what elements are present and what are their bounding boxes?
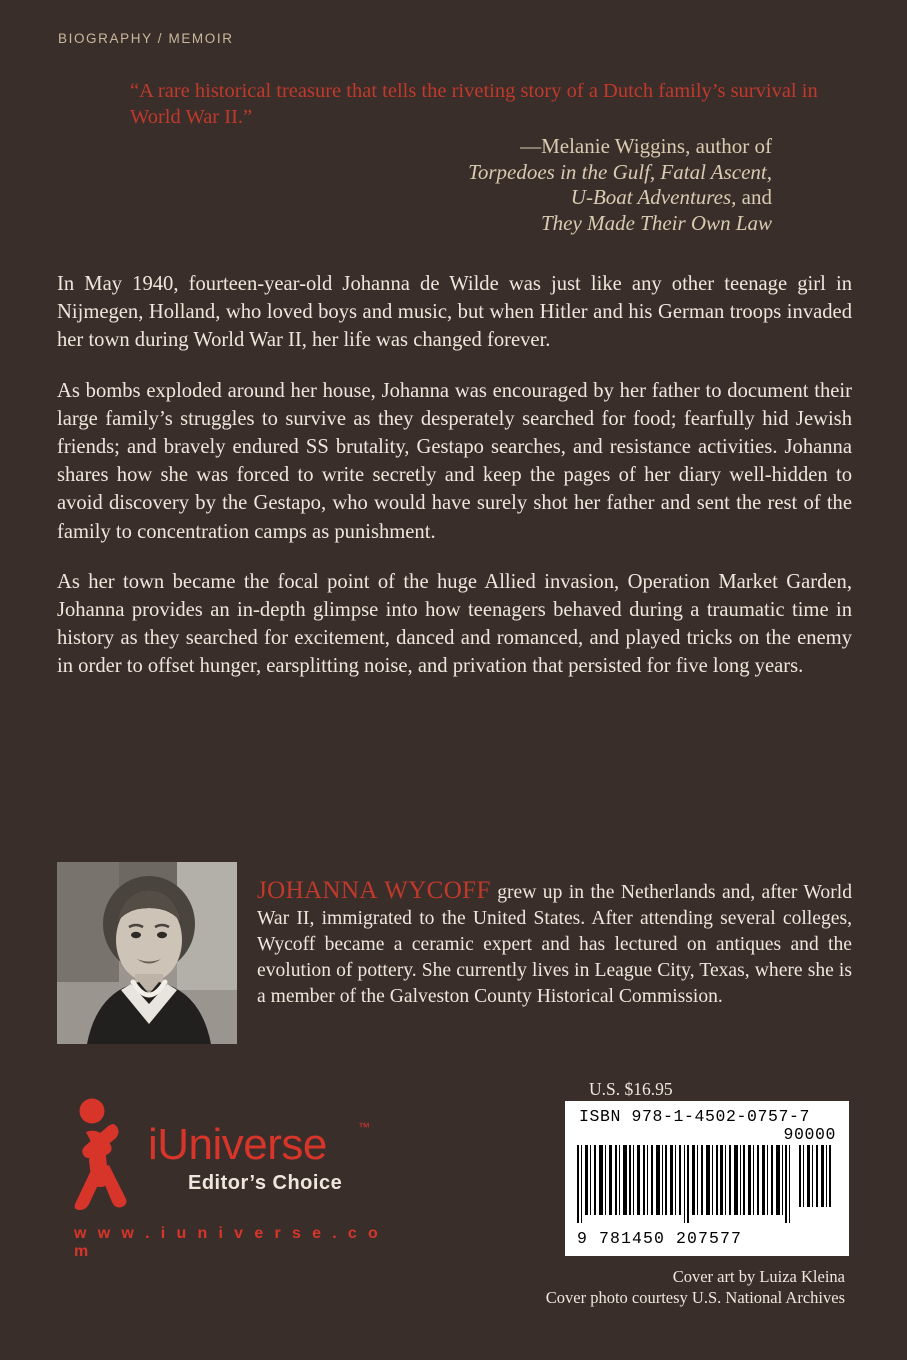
- praise-title-2-text: U-Boat Adventures,: [570, 185, 737, 209]
- publisher-tagline: Editor’s Choice: [188, 1172, 343, 1194]
- barcode: [565, 1101, 849, 1256]
- praise-attribution-title-1: Torpedoes in the Gulf, Fatal Ascent,: [468, 159, 772, 184]
- praise-attribution: [58, 134, 858, 236]
- author-photo: [57, 862, 237, 1044]
- isbn-extension: 90000: [783, 1125, 836, 1144]
- description-paragraph-1: In May 1940, fourteen-year-old Johanna de Wilde was just like any other teenage girl in Nijmegen, Holland, who loved boys and music, but when Hitler and his German troops invaded her town during World War II, her life was changed forever.: [57, 273, 852, 352]
- cover-photo-credit: Cover photo courtesy U.S. National Archives: [545, 1288, 845, 1307]
- publisher-website[interactable]: w w w . i u n i v e r s e . c o m: [74, 1225, 382, 1260]
- genre-label: BIOGRAPHY / MEMOIR: [58, 31, 234, 46]
- barcode-bars: [577, 1145, 835, 1223]
- publisher-name: iUniverse: [148, 1120, 327, 1169]
- iuniverse-figure-icon: [62, 1098, 142, 1215]
- price-label: U.S. $16.95: [589, 1079, 673, 1099]
- description-paragraph-2: As bombs exploded around her house, Johanna was encouraged by her father to document their large family’s struggles to survive as they desperately searched for food; fearfully hid Jewish friends; and bravely endured SS brutality, Gestapo searches, and resistance activities. Johanna shares how she was forced to write secretly and keep the pages of her diary well-hidden to avoid discovery by the Gestapo, who would have surely shot her father and sent the rest of the family to concentration camps as punishment.: [57, 379, 852, 543]
- iuniverse-person-glyph: [62, 1098, 142, 1210]
- publisher-logo[interactable]: [60, 1092, 390, 1262]
- author-portrait-image: [57, 862, 237, 1044]
- praise-attribution-title-2: [58, 185, 772, 211]
- isbn-text: ISBN 978-1-4502-0757-7: [579, 1107, 811, 1126]
- author-bio-text: grew up in the Netherlands and, after World War II, immigrated to the United States. After attending several colleges, Wycoff became a ceramic expert and has lectured on antiques and the evolution of pottery. She currently lives in League City, Texas, where she is a member of the Galveston County Historical Commission.: [257, 882, 852, 1007]
- trademark-symbol: ™: [358, 1120, 370, 1134]
- praise-quote: “A rare historical treasure that tells the riveting story of a Dutch family’s survival in World War II.”: [130, 80, 818, 128]
- cover-credits: [546, 1266, 845, 1308]
- praise-attribution-title-3: They Made Their Own Law: [541, 210, 772, 235]
- description-paragraph-3: As her town became the focal point of the huge Allied invasion, Operation Market Garden, Johanna provides an in-depth glimpse into how teenagers behaved during a traumatic time in history as they searched for excitement, danced and romanced, and played tricks on the enemy in order to offset hunger, earsplitting noise, and privation that persisted for five long years.: [57, 570, 852, 678]
- praise-title-and: and: [736, 185, 772, 209]
- book-description: [57, 270, 852, 681]
- ean-number: 9 781450 207577: [577, 1229, 743, 1248]
- praise-block: [58, 78, 858, 236]
- praise-attribution-name: —Melanie Wiggins, author of: [520, 134, 772, 158]
- cover-art-credit: Cover art by Luiza Kleina: [672, 1267, 845, 1286]
- author-bio: [257, 878, 852, 1010]
- author-name: JOHANNA WYCOFF: [257, 877, 491, 904]
